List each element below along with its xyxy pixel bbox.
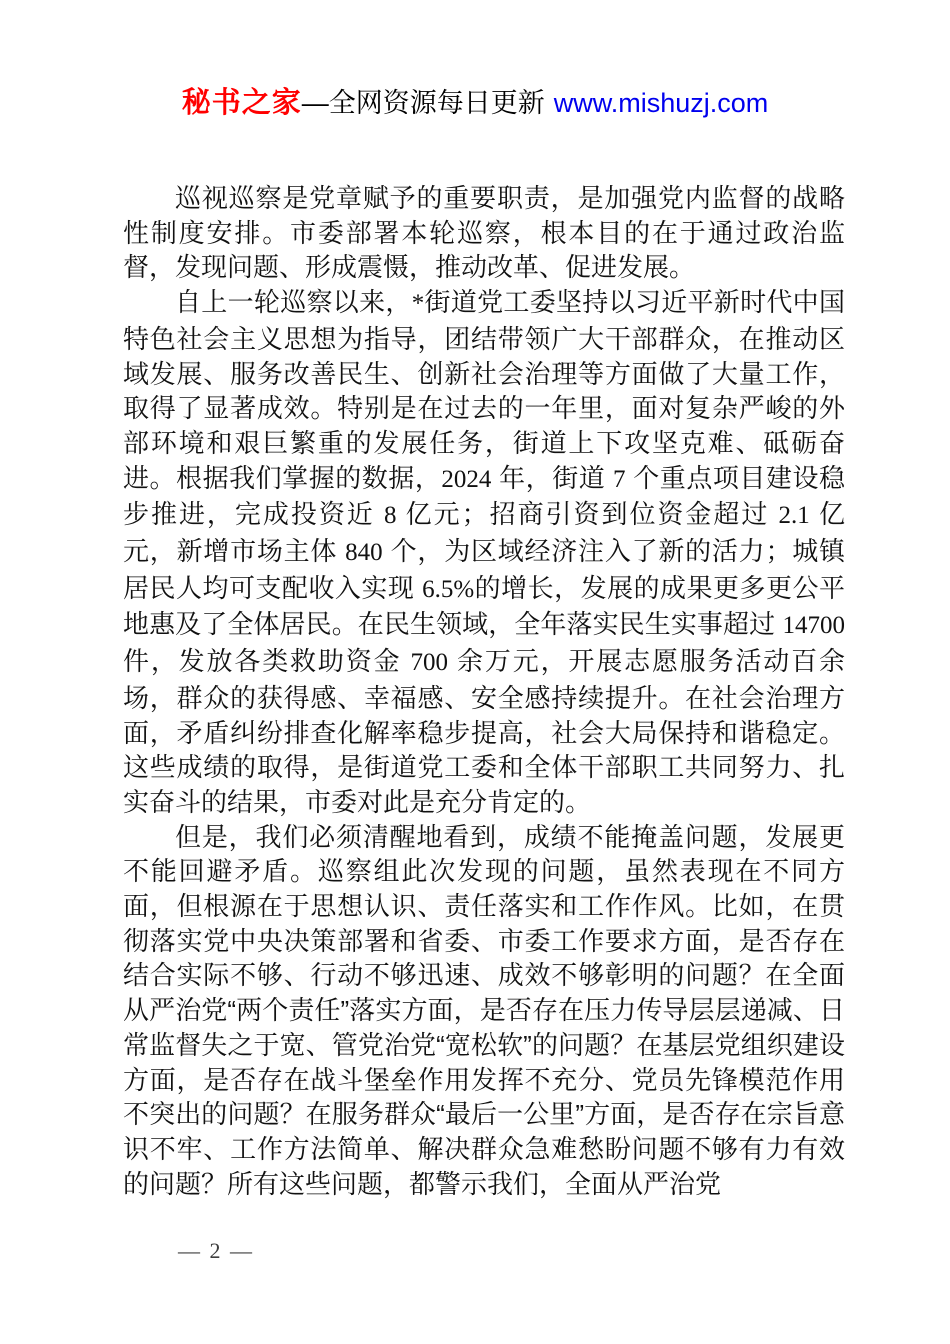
paragraph-achievements: 自上一轮巡察以来，*街道党工委坚持以习近平新时代中国特色社会主义思想为指导，团结带领广大干部群众，在推动区域发展、服务改善民生、创新社会治理等方面做了大量工作，取得了显著成效。特别是在过去的一年里，面对复杂严峻的外部环境和艰巨繁重的发展任务，街道上下攻坚克难、砥砺奋进。根据我们掌握的数据，2024 年，街道 7 个重点项目建设稳步推进，完成投资近 8 亿元；招商引资到位资金超过 2.1 亿元，新增市场主体 840 个，为区域经济注入了新的活力；城镇居民人均可支配收入实现 6.5%的增长，发展的成果更多更公平地惠及了全体居民。在民生领域，全年落实民生实事超过 14700 件，发放各类救助资金 700 余万元，开展志愿服务活动百余场，群众的获得感、幸福感、安全感持续提升。在社会治理方面，矛盾纠纷排查化解率稳步提高，社会大局保持和谐稳定。这些成绩的取得，是街道党工委和全体干部职工共同努力、扎实奋斗的结果，市委对此是充分肯定的。	[123, 287, 845, 817]
site-name: 秘书之家	[181, 87, 302, 119]
header-tagline: 全网资源每日更新	[328, 88, 545, 118]
header-dash: —	[301, 88, 329, 118]
document-body	[123, 181, 845, 1201]
paragraph-problems: 但是，我们必须清醒地看到，成绩不能掩盖问题，发展更不能回避矛盾。巡察组此次发现的问题，虽然表现在不同方面，但根源在于思想认识、责任落实和工作作风。比如，在贯彻落实党中央决策部署和省委、市委工作要求方面，是否存在结合实际不够、行动不够迅速、成效不够彰明的问题？在全面从严治党“两个责任”落实方面，是否存在压力传导层层递减、日常监督失之于宽、管党治党“宽松软”的问题？在基层党组织建设方面，是否存在战斗堡垒作用发挥不充分、党员先锋模范作用不突出的问题？在服务群众“最后一公里”方面，是否存在宗旨意识不牢、工作方法简单、解决群众急难愁盼问题不够有力有效的问题？所有这些问题，都警示我们，全面从严治党	[123, 821, 845, 1199]
site-url-link[interactable]: www.mishuzj.com	[553, 88, 769, 118]
page-number: — 2 —	[178, 1238, 254, 1263]
site-header	[0, 86, 950, 120]
paragraph-intro: 巡视巡察是党章赋予的重要职责，是加强党内监督的战略性制度安排。市委部署本轮巡察，根本目的在于通过政治监督，发现问题、形成震慑，推动改革、促进发展。	[123, 183, 845, 283]
